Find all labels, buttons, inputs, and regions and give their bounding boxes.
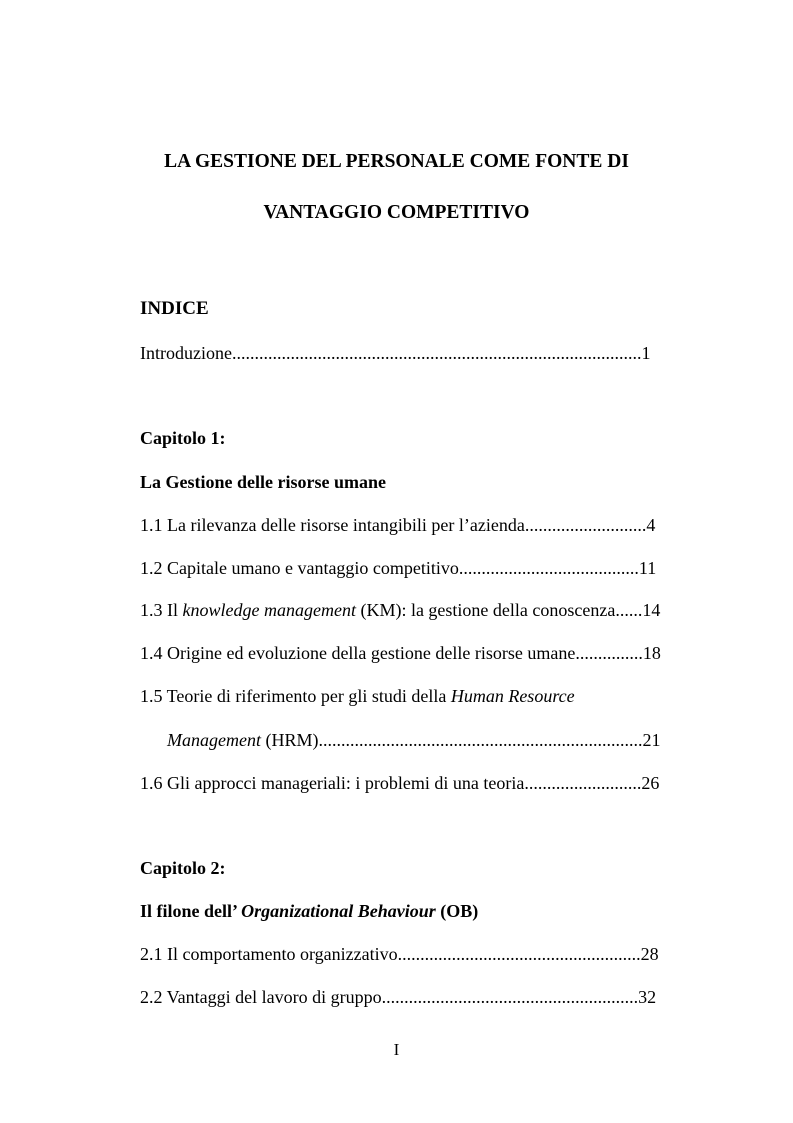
toc-entry-1-5-italic-2: Management (167, 730, 261, 750)
index-heading: INDICE (140, 298, 209, 319)
toc-entry-2-1: 2.1 Il comportamento organizzativo......................................................28 (140, 944, 659, 964)
toc-entry-1-3-suffix: (KM): la gestione della conoscenza......14 (355, 600, 661, 620)
toc-entry-introduzione: Introduzione...........................................................................................1 (140, 343, 651, 363)
toc-entry-1-6: 1.6 Gli approcci manageriali: i problemi di una teoria..........................26 (140, 773, 660, 793)
document-title-line-1: LA GESTIONE DEL PERSONALE COME FONTE DI (164, 151, 629, 172)
toc-entry-1-5-suffix: (HRM)........................................................................21 (260, 730, 661, 750)
chapter-2-title-suffix: (OB) (435, 901, 479, 921)
toc-entry-1-4: 1.4 Origine ed evoluzione della gestione delle risorse umane...............18 (140, 643, 661, 663)
toc-entry-1-3 (140, 600, 660, 621)
chapter-2-label: Capitolo 2: (140, 858, 226, 878)
toc-entry-1-5-prefix: 1.5 Teorie di riferimento per gli studi della (140, 686, 451, 706)
page-number: I (393, 1040, 400, 1059)
toc-entry-1-2: 1.2 Capitale umano e vantaggio competitivo........................................11 (140, 558, 657, 578)
chapter-2-title-prefix: Il filone dell’ (140, 901, 242, 921)
document-title-line-2: VANTAGGIO COMPETITIVO (263, 202, 530, 223)
toc-entry-2-2: 2.2 Vantaggi del lavoro di gruppo.........................................................32 (140, 987, 657, 1007)
chapter-2-title-italic: Organizational Behaviour (241, 901, 436, 921)
toc-entry-1-1: 1.1 La rilevanza delle risorse intangibili per l’azienda...........................4 (140, 515, 656, 535)
chapter-1-title: La Gestione delle risorse umane (140, 472, 386, 492)
toc-entry-1-5-line-1 (140, 686, 575, 707)
toc-entry-1-3-prefix: 1.3 Il (140, 600, 183, 620)
toc-entry-1-5-italic: Human Resource (450, 686, 575, 706)
chapter-2-title (140, 901, 478, 922)
toc-entry-1-3-italic: knowledge management (182, 600, 356, 620)
toc-entry-1-5-line-2 (167, 730, 660, 751)
chapter-1-label: Capitolo 1: (140, 428, 226, 448)
